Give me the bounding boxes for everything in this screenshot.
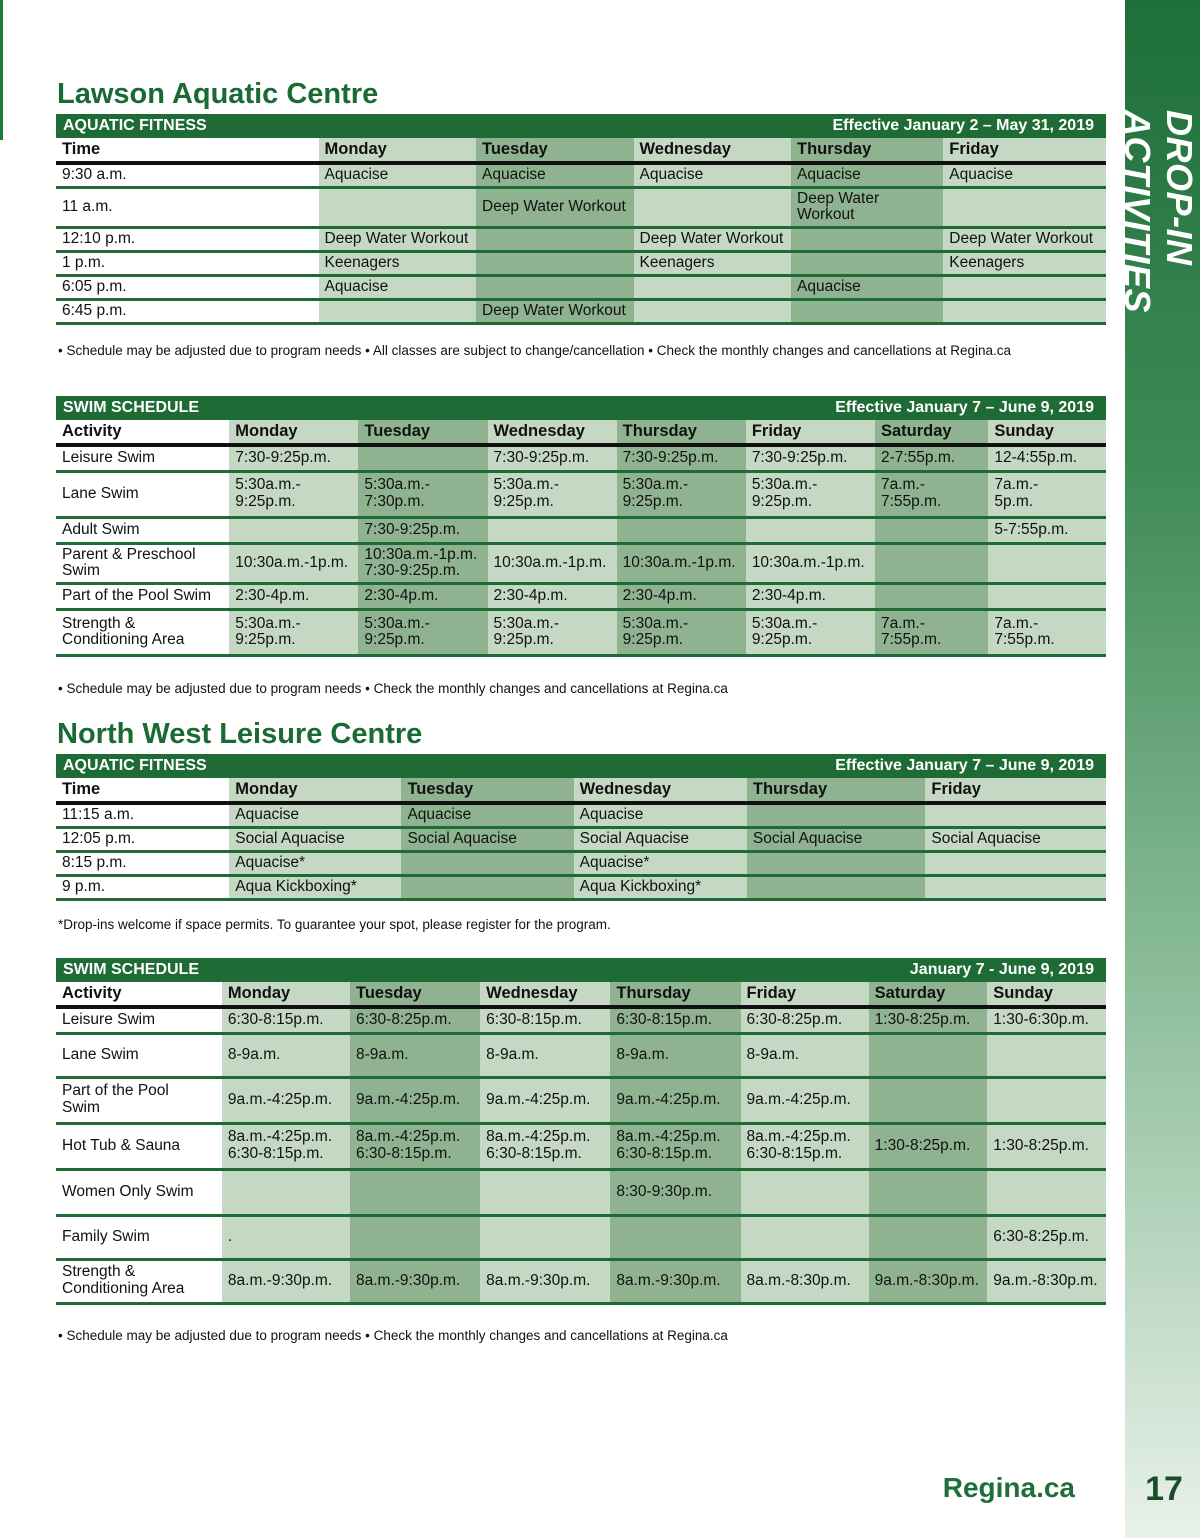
row-label: 1 p.m. xyxy=(56,252,319,276)
column-header: Wednesday xyxy=(488,420,617,445)
schedule-cell: 6:30-8:15p.m. xyxy=(610,1007,740,1033)
schedule-cell xyxy=(987,1169,1106,1215)
column-header: Tuesday xyxy=(358,420,487,445)
schedule-cell xyxy=(229,517,358,543)
table-row xyxy=(56,1123,1106,1169)
schedule-cell: 2-7:55p.m. xyxy=(875,445,988,471)
table-row xyxy=(56,445,1106,471)
schedule-cell: 2:30-4p.m. xyxy=(488,583,617,609)
northwest-fitness-section xyxy=(56,754,1106,901)
column-header: Wednesday xyxy=(634,138,792,163)
table-row xyxy=(56,517,1106,543)
table-row xyxy=(56,1169,1106,1215)
lawson-swim-section xyxy=(56,396,1106,657)
schedule-cell: 8-9a.m. xyxy=(222,1033,350,1077)
row-label: Leisure Swim xyxy=(56,1007,222,1033)
lawson-title: Lawson Aquatic Centre xyxy=(57,78,379,110)
schedule-cell: 1:30-8:25p.m. xyxy=(987,1123,1106,1169)
schedule-cell xyxy=(476,276,634,300)
column-header: Monday xyxy=(319,138,477,163)
table-row xyxy=(56,1033,1106,1077)
schedule-cell: Deep Water Workout xyxy=(476,300,634,324)
northwest-swim-table xyxy=(56,982,1106,1305)
schedule-cell: 10:30a.m.-1p.m. xyxy=(229,543,358,583)
schedule-cell: 7a.m.- 7:55p.m. xyxy=(875,609,988,655)
schedule-cell: 7:30-9:25p.m. xyxy=(229,445,358,471)
table-row xyxy=(56,471,1106,517)
schedule-cell: 2:30-4p.m. xyxy=(617,583,746,609)
column-header: Thursday xyxy=(791,138,943,163)
schedule-cell xyxy=(875,543,988,583)
schedule-cell: 7:30-9:25p.m. xyxy=(746,445,875,471)
table-row xyxy=(56,1077,1106,1123)
schedule-cell: 7a.m.- 7:55p.m. xyxy=(988,609,1106,655)
table-row xyxy=(56,252,1106,276)
schedule-cell xyxy=(480,1215,610,1259)
row-label: 6:05 p.m. xyxy=(56,276,319,300)
sidebar-label: DROP-IN ACTIVITIES xyxy=(1117,110,1200,314)
schedule-cell: 7a.m.- 5p.m. xyxy=(988,471,1106,517)
section-header xyxy=(56,396,1106,420)
left-accent-line xyxy=(0,0,3,140)
schedule-cell: Aquacise xyxy=(229,803,401,827)
table-row xyxy=(56,163,1106,187)
schedule-cell xyxy=(988,543,1106,583)
lawson-fitness-table xyxy=(56,138,1106,325)
schedule-cell: 8a.m.-4:25p.m. 6:30-8:15p.m. xyxy=(610,1123,740,1169)
schedule-cell: 8-9a.m. xyxy=(741,1033,869,1077)
schedule-cell: 9a.m.-8:30p.m. xyxy=(869,1259,988,1303)
header-row xyxy=(56,778,1106,803)
lawson-fitness-note: • Schedule may be adjusted due to program needs • All classes are subject to change/cancellation • Check the monthly changes and cancellations at Regina.ca xyxy=(58,343,1012,358)
northwest-swim-note: • Schedule may be adjusted due to program needs • Check the monthly changes and cancellations at Regina.ca xyxy=(58,1328,728,1343)
schedule-cell: Social Aquacise xyxy=(925,827,1106,851)
column-header: Friday xyxy=(741,982,869,1007)
column-header: Wednesday xyxy=(574,778,747,803)
row-label: Part of the Pool Swim xyxy=(56,583,229,609)
column-header: Tuesday xyxy=(401,778,573,803)
column-header: Thursday xyxy=(617,420,746,445)
row-label: 9 p.m. xyxy=(56,875,229,899)
row-label: 6:45 p.m. xyxy=(56,300,319,324)
schedule-cell: 5:30a.m.- 9:25p.m. xyxy=(229,471,358,517)
schedule-cell: Social Aquacise xyxy=(747,827,926,851)
schedule-cell xyxy=(875,517,988,543)
schedule-cell: Deep Water Workout xyxy=(943,228,1106,252)
schedule-cell xyxy=(987,1033,1106,1077)
schedule-cell: 7:30-9:25p.m. xyxy=(358,517,487,543)
column-header: Saturday xyxy=(875,420,988,445)
schedule-cell: 9a.m.-4:25p.m. xyxy=(480,1077,610,1123)
schedule-cell xyxy=(358,445,487,471)
schedule-cell: Aquacise* xyxy=(574,851,747,875)
section-header xyxy=(56,958,1106,982)
column-header: Activity xyxy=(56,982,222,1007)
schedule-cell: 5-7:55p.m. xyxy=(988,517,1106,543)
schedule-cell: 9a.m.-4:25p.m. xyxy=(350,1077,480,1123)
row-label: 9:30 a.m. xyxy=(56,163,319,187)
schedule-cell: Aquacise xyxy=(319,276,477,300)
schedule-cell xyxy=(746,517,875,543)
row-label: Hot Tub & Sauna xyxy=(56,1123,222,1169)
schedule-cell: 6:30-8:25p.m. xyxy=(987,1215,1106,1259)
schedule-cell xyxy=(617,517,746,543)
schedule-cell: 5:30a.m.- 9:25p.m. xyxy=(746,471,875,517)
schedule-cell: Aquacise* xyxy=(229,851,401,875)
schedule-cell xyxy=(925,803,1106,827)
schedule-cell: 2:30-4p.m. xyxy=(358,583,487,609)
row-label: Strength & Conditioning Area xyxy=(56,609,229,655)
schedule-cell: 5:30a.m.- 9:25p.m. xyxy=(488,609,617,655)
schedule-cell xyxy=(480,1169,610,1215)
schedule-cell: 10:30a.m.-1p.m. xyxy=(488,543,617,583)
column-header: Sunday xyxy=(987,982,1106,1007)
row-label: Part of the Pool Swim xyxy=(56,1077,222,1123)
column-header: Friday xyxy=(943,138,1106,163)
schedule-cell: 10:30a.m.-1p.m. xyxy=(617,543,746,583)
schedule-cell xyxy=(869,1033,988,1077)
schedule-cell: 7:30-9:25p.m. xyxy=(488,445,617,471)
schedule-cell xyxy=(791,300,943,324)
section-label: AQUATIC FITNESS xyxy=(63,757,207,774)
schedule-cell: 8-9a.m. xyxy=(350,1033,480,1077)
schedule-cell: 8a.m.-9:30p.m. xyxy=(350,1259,480,1303)
northwest-fitness-note: *Drop-ins welcome if space permits. To guarantee your spot, please register for the program. xyxy=(58,917,611,932)
table-row xyxy=(56,827,1106,851)
schedule-cell: 1:30-8:25p.m. xyxy=(869,1123,988,1169)
schedule-cell: 8a.m.-8:30p.m. xyxy=(741,1259,869,1303)
lawson-swim-table xyxy=(56,420,1106,657)
column-header: Tuesday xyxy=(476,138,634,163)
schedule-cell: 6:30-8:25p.m. xyxy=(350,1007,480,1033)
schedule-cell xyxy=(875,583,988,609)
effective-date: Effective January 7 – June 9, 2019 xyxy=(835,399,1094,416)
table-row xyxy=(56,543,1106,583)
header-row xyxy=(56,138,1106,163)
schedule-cell xyxy=(791,252,943,276)
schedule-cell: 9a.m.-4:25p.m. xyxy=(222,1077,350,1123)
schedule-cell xyxy=(747,875,926,899)
schedule-cell: Social Aquacise xyxy=(229,827,401,851)
row-label: Adult Swim xyxy=(56,517,229,543)
schedule-cell xyxy=(610,1215,740,1259)
schedule-cell: Deep Water Workout xyxy=(319,228,477,252)
column-header: Monday xyxy=(229,778,401,803)
site-link[interactable]: Regina.ca xyxy=(942,1472,1075,1503)
table-row xyxy=(56,1259,1106,1303)
schedule-cell: 8a.m.-9:30p.m. xyxy=(222,1259,350,1303)
schedule-cell xyxy=(791,228,943,252)
schedule-cell: 8:30-9:30p.m. xyxy=(610,1169,740,1215)
schedule-cell xyxy=(869,1169,988,1215)
row-label: Family Swim xyxy=(56,1215,222,1259)
table-row xyxy=(56,583,1106,609)
schedule-cell: 10:30a.m.-1p.m. 7:30-9:25p.m. xyxy=(358,543,487,583)
column-header: Friday xyxy=(925,778,1106,803)
table-row xyxy=(56,609,1106,655)
schedule-cell: 7:30-9:25p.m. xyxy=(617,445,746,471)
table-row xyxy=(56,187,1106,227)
section-label: SWIM SCHEDULE xyxy=(63,961,199,978)
schedule-cell: 8-9a.m. xyxy=(480,1033,610,1077)
schedule-cell xyxy=(925,875,1106,899)
schedule-cell xyxy=(476,252,634,276)
schedule-cell: . xyxy=(222,1215,350,1259)
northwest-fitness-table xyxy=(56,778,1106,901)
schedule-cell: 1:30-6:30p.m. xyxy=(987,1007,1106,1033)
table-row xyxy=(56,1007,1106,1033)
schedule-cell: 9a.m.-8:30p.m. xyxy=(987,1259,1106,1303)
schedule-cell xyxy=(869,1215,988,1259)
schedule-cell: 5:30a.m.- 9:25p.m. xyxy=(746,609,875,655)
schedule-cell: 8a.m.-4:25p.m. 6:30-8:15p.m. xyxy=(741,1123,869,1169)
section-header xyxy=(56,114,1106,138)
schedule-cell: 5:30a.m.- 7:30p.m. xyxy=(358,471,487,517)
schedule-cell: 8-9a.m. xyxy=(610,1033,740,1077)
table-row xyxy=(56,300,1106,324)
row-label: Leisure Swim xyxy=(56,445,229,471)
schedule-cell xyxy=(988,583,1106,609)
schedule-cell: 5:30a.m.- 9:25p.m. xyxy=(358,609,487,655)
column-header: Thursday xyxy=(747,778,926,803)
schedule-cell xyxy=(634,187,792,227)
table-row xyxy=(56,851,1106,875)
page-number: 17 xyxy=(1145,1470,1183,1508)
column-header: Tuesday xyxy=(350,982,480,1007)
effective-date: Effective January 7 – June 9, 2019 xyxy=(835,757,1094,774)
schedule-cell xyxy=(488,517,617,543)
schedule-cell: 12-4:55p.m. xyxy=(988,445,1106,471)
table-row xyxy=(56,228,1106,252)
schedule-cell: Keenagers xyxy=(943,252,1106,276)
table-row xyxy=(56,1215,1106,1259)
row-label: 11:15 a.m. xyxy=(56,803,229,827)
schedule-cell xyxy=(943,300,1106,324)
column-header: Thursday xyxy=(610,982,740,1007)
schedule-cell: Aqua Kickboxing* xyxy=(574,875,747,899)
schedule-cell: Aquacise xyxy=(634,163,792,187)
row-label: Lane Swim xyxy=(56,1033,222,1077)
schedule-cell: Deep Water Workout xyxy=(791,187,943,227)
schedule-cell xyxy=(222,1169,350,1215)
lawson-swim-note: • Schedule may be adjusted due to program needs • Check the monthly changes and cancellations at Regina.ca xyxy=(58,681,728,696)
schedule-cell xyxy=(634,300,792,324)
section-label: SWIM SCHEDULE xyxy=(63,399,199,416)
column-header: Friday xyxy=(746,420,875,445)
schedule-cell: 6:30-8:25p.m. xyxy=(741,1007,869,1033)
row-label: Strength & Conditioning Area xyxy=(56,1259,222,1303)
schedule-cell xyxy=(869,1077,988,1123)
schedule-cell: 2:30-4p.m. xyxy=(229,583,358,609)
schedule-cell xyxy=(943,187,1106,227)
schedule-cell: Aquacise xyxy=(476,163,634,187)
schedule-cell: 6:30-8:15p.m. xyxy=(480,1007,610,1033)
column-header: Time xyxy=(56,138,319,163)
schedule-cell xyxy=(401,851,573,875)
schedule-cell xyxy=(350,1169,480,1215)
schedule-cell: 2:30-4p.m. xyxy=(746,583,875,609)
schedule-cell: 5:30a.m.- 9:25p.m. xyxy=(229,609,358,655)
column-header: Saturday xyxy=(869,982,988,1007)
row-label: 12:05 p.m. xyxy=(56,827,229,851)
schedule-cell: 5:30a.m.- 9:25p.m. xyxy=(488,471,617,517)
schedule-cell: 10:30a.m.-1p.m. xyxy=(746,543,875,583)
schedule-cell: Aquacise xyxy=(791,276,943,300)
schedule-cell: 8a.m.-4:25p.m. 6:30-8:15p.m. xyxy=(222,1123,350,1169)
header-row xyxy=(56,982,1106,1007)
column-header: Monday xyxy=(222,982,350,1007)
schedule-cell: Aquacise xyxy=(401,803,573,827)
row-label: Lane Swim xyxy=(56,471,229,517)
schedule-cell: 8a.m.-4:25p.m. 6:30-8:15p.m. xyxy=(350,1123,480,1169)
schedule-cell xyxy=(319,187,477,227)
schedule-cell: 9a.m.-4:25p.m. xyxy=(610,1077,740,1123)
section-label: AQUATIC FITNESS xyxy=(63,117,207,134)
schedule-cell: 1:30-8:25p.m. xyxy=(869,1007,988,1033)
schedule-cell xyxy=(747,803,926,827)
schedule-cell: 9a.m.-4:25p.m. xyxy=(741,1077,869,1123)
section-header xyxy=(56,754,1106,778)
column-header: Activity xyxy=(56,420,229,445)
schedule-cell: Aqua Kickboxing* xyxy=(229,875,401,899)
northwest-swim-section xyxy=(56,958,1106,1305)
column-header: Wednesday xyxy=(480,982,610,1007)
header-row xyxy=(56,420,1106,445)
lawson-fitness-section xyxy=(56,114,1106,325)
row-label: 11 a.m. xyxy=(56,187,319,227)
row-label: 8:15 p.m. xyxy=(56,851,229,875)
schedule-cell: Keenagers xyxy=(319,252,477,276)
effective-date: January 7 - June 9, 2019 xyxy=(909,961,1094,978)
schedule-cell xyxy=(741,1169,869,1215)
schedule-cell: Deep Water Workout xyxy=(634,228,792,252)
schedule-cell: 8a.m.-9:30p.m. xyxy=(610,1259,740,1303)
schedule-cell: 6:30-8:15p.m. xyxy=(222,1007,350,1033)
schedule-cell: Aquacise xyxy=(574,803,747,827)
schedule-cell: 8a.m.-9:30p.m. xyxy=(480,1259,610,1303)
table-row xyxy=(56,803,1106,827)
schedule-cell: Aquacise xyxy=(791,163,943,187)
schedule-cell: 8a.m.-4:25p.m. 6:30-8:15p.m. xyxy=(480,1123,610,1169)
schedule-cell: 7a.m.- 7:55p.m. xyxy=(875,471,988,517)
schedule-cell: 5:30a.m.- 9:25p.m. xyxy=(617,471,746,517)
schedule-cell xyxy=(319,300,477,324)
schedule-cell xyxy=(925,851,1106,875)
schedule-cell: 5:30a.m.- 9:25p.m. xyxy=(617,609,746,655)
schedule-cell xyxy=(401,875,573,899)
row-label: Women Only Swim xyxy=(56,1169,222,1215)
schedule-cell xyxy=(741,1215,869,1259)
schedule-cell: Social Aquacise xyxy=(401,827,573,851)
row-label: 12:10 p.m. xyxy=(56,228,319,252)
table-row xyxy=(56,875,1106,899)
schedule-cell: Aquacise xyxy=(319,163,477,187)
schedule-cell xyxy=(476,228,634,252)
schedule-cell xyxy=(987,1077,1106,1123)
schedule-cell: Aquacise xyxy=(943,163,1106,187)
schedule-cell: Social Aquacise xyxy=(574,827,747,851)
schedule-cell: Deep Water Workout xyxy=(476,187,634,227)
schedule-cell xyxy=(747,851,926,875)
schedule-cell xyxy=(350,1215,480,1259)
northwest-title: North West Leisure Centre xyxy=(57,718,423,750)
table-row xyxy=(56,276,1106,300)
column-header: Monday xyxy=(229,420,358,445)
column-header: Sunday xyxy=(988,420,1106,445)
schedule-cell xyxy=(634,276,792,300)
schedule-cell xyxy=(943,276,1106,300)
schedule-cell: Keenagers xyxy=(634,252,792,276)
effective-date: Effective January 2 – May 31, 2019 xyxy=(832,117,1094,134)
column-header: Time xyxy=(56,778,229,803)
row-label: Parent & Preschool Swim xyxy=(56,543,229,583)
